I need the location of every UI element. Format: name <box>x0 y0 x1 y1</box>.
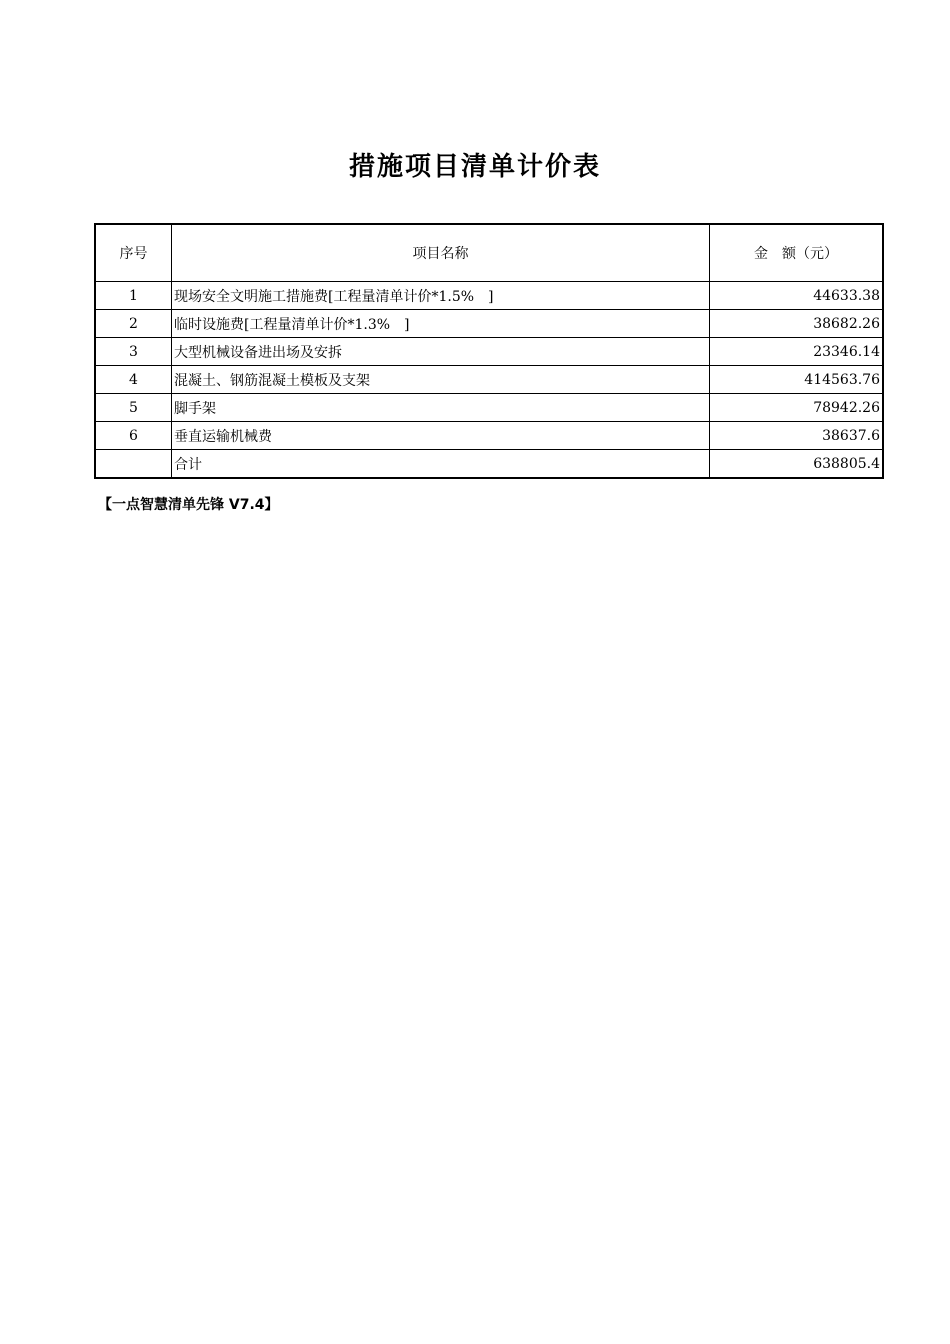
table-row <box>95 310 883 338</box>
row-amount: 78942.26 <box>710 394 884 422</box>
header-name: 项目名称 <box>172 224 710 282</box>
measures-price-table <box>94 223 884 479</box>
row-seq: 5 <box>95 394 172 422</box>
table-row <box>95 282 883 310</box>
row-amount: 38637.6 <box>710 422 884 450</box>
header-amount: 金 额（元） <box>710 224 884 282</box>
total-row <box>95 450 883 479</box>
row-name: 现场安全文明施工措施费[工程量清单计价*1.5% ] <box>172 282 710 310</box>
row-name: 大型机械设备进出场及安拆 <box>172 338 710 366</box>
row-amount: 38682.26 <box>710 310 884 338</box>
table-header-row <box>95 224 883 282</box>
row-name: 垂直运输机械费 <box>172 422 710 450</box>
row-name: 临时设施费[工程量清单计价*1.3% ] <box>172 310 710 338</box>
row-seq: 1 <box>95 282 172 310</box>
row-seq: 2 <box>95 310 172 338</box>
row-amount: 414563.76 <box>710 366 884 394</box>
row-seq: 6 <box>95 422 172 450</box>
row-amount: 44633.38 <box>710 282 884 310</box>
total-label: 合计 <box>172 450 710 479</box>
total-seq <box>95 450 172 479</box>
row-seq: 3 <box>95 338 172 366</box>
table-row <box>95 422 883 450</box>
row-name: 脚手架 <box>172 394 710 422</box>
row-seq: 4 <box>95 366 172 394</box>
table-row <box>95 338 883 366</box>
software-footer: 【一点智慧清单先锋 V7.4】 <box>98 497 279 513</box>
row-name: 混凝土、钢筋混凝土模板及支架 <box>172 366 710 394</box>
total-amount: 638805.4 <box>710 450 884 479</box>
table-row <box>95 394 883 422</box>
row-amount: 23346.14 <box>710 338 884 366</box>
table-row <box>95 366 883 394</box>
header-seq: 序号 <box>95 224 172 282</box>
page-title: 措施项目清单计价表 <box>348 152 601 182</box>
